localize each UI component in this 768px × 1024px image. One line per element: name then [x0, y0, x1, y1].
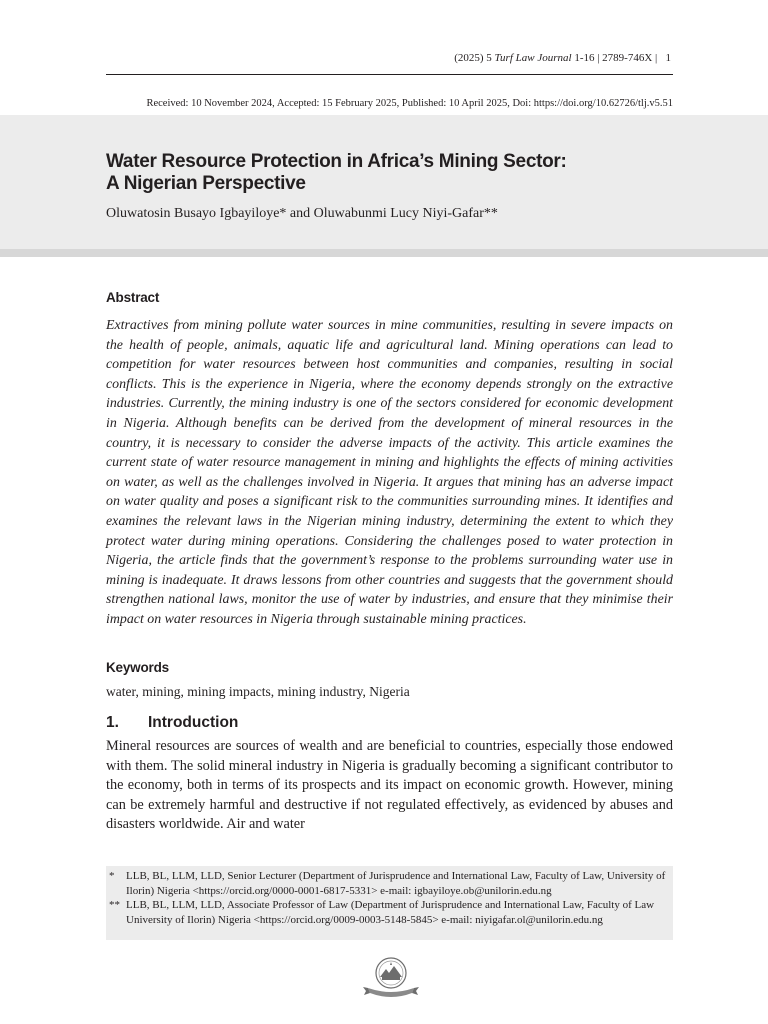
- title-line-2: A Nigerian Perspective: [106, 173, 306, 194]
- section-heading-introduction: [106, 713, 238, 733]
- citation-suffix: 1-16 | 2789-746X |: [571, 52, 658, 64]
- publication-dates: Received: 10 November 2024, Accepted: 15 February 2025, Published: 10 April 2025, Doi: https://doi.org/10.62726/tlj.v5.51: [146, 98, 673, 109]
- footnote-2: [106, 898, 667, 927]
- footnotes-box: [106, 866, 673, 940]
- running-header: [454, 50, 671, 66]
- keywords-text: water, mining, mining impacts, mining industry, Nigeria: [106, 684, 410, 699]
- journal-name: Turf Law Journal: [494, 52, 572, 64]
- section-title: Introduction: [148, 714, 239, 731]
- title-line-1: Water Resource Protection in Africa’s Mining Sector:: [106, 151, 567, 172]
- authors: Oluwatosin Busayo Igbayiloye* and Oluwabunmi Lucy Niyi-Gafar**: [106, 206, 498, 221]
- header-rule: [106, 74, 673, 75]
- footnote-text: LLB, BL, LLM, LLD, Senior Lecturer (Department of Jurisprudence and International Law, Faculty of Law, University of Ilorin) Nigeria <https://orcid.org/0000-0001-6817-5331> e-mail: igbayiloye.ob@unilorin.edu.ng: [126, 870, 666, 897]
- footnote-mark: *: [109, 870, 115, 882]
- footnote-mark: **: [109, 899, 120, 911]
- journal-seal-icon: [361, 954, 421, 1000]
- footnote-text: LLB, BL, LLM, LLD, Associate Professor of Law (Department of Jurisprudence and International Law, Faculty of Law University of Ilorin) Nigeria <https://orcid.org/0009-0003-5148-5845> e-mail: niyigafar.ol@unilorin.edu.ng: [126, 899, 655, 926]
- page-number: 1: [665, 52, 671, 64]
- section-number: 1.: [106, 714, 119, 731]
- title-band-edge: [0, 249, 768, 257]
- introduction-text: Mineral resources are sources of wealth and are beneficial to countries, especially those endowed with them. The solid mineral industry in Nigeria is gradually becoming a significant contributor to the economy, both in terms of its prospects and its impact on economic growth. However, mining can be extremely harmful and destructive if not regulated effectively, as evidenced by abuses and disasters worldwide. Air and water: [106, 738, 673, 833]
- keywords-heading: Keywords: [106, 660, 169, 675]
- citation-prefix: (2025) 5: [454, 52, 495, 64]
- abstract-text: Extractives from mining pollute water sources in mine communities, resulting in severe impacts on the health of people, animals, aquatic life and agricultural land. Mining operations can lead to competition for water resources between host communities and companies, resulting in social conflicts. This is the experience in Nigeria, where the economy depends strongly on the extractive industries. Currently, the mining industry is one of the sectors considered for economic development in Nigeria. Although benefits can be derived from the development of mineral resources in the country, it is necessary to consider the adverse impacts of the activity. This article examines the current state of water resource management in mining and highlights the effects of mining activities on water, as well as the challenges involved in Nigeria. It argues that mining has an adverse impact on water quality and poses a significant risk to the communities surrounding mines. It identifies and examines the relevant laws in the Nigerian mining industry, determining the extent to which they protect water during mining operations. Considering the challenges posed to water protection in Nigeria, the article finds that the government’s response to the problems surrounding water use in mining is inadequate. It draws lessons from other countries and suggests that the government should strengthen national laws, monitor the use of water by industries, and ensure that they minimise their impact on water resources in Nigeria through sustainable mining practices.: [106, 318, 673, 627]
- abstract-heading: Abstract: [106, 290, 160, 305]
- article-title: [106, 151, 706, 195]
- footnote-1: [106, 869, 667, 898]
